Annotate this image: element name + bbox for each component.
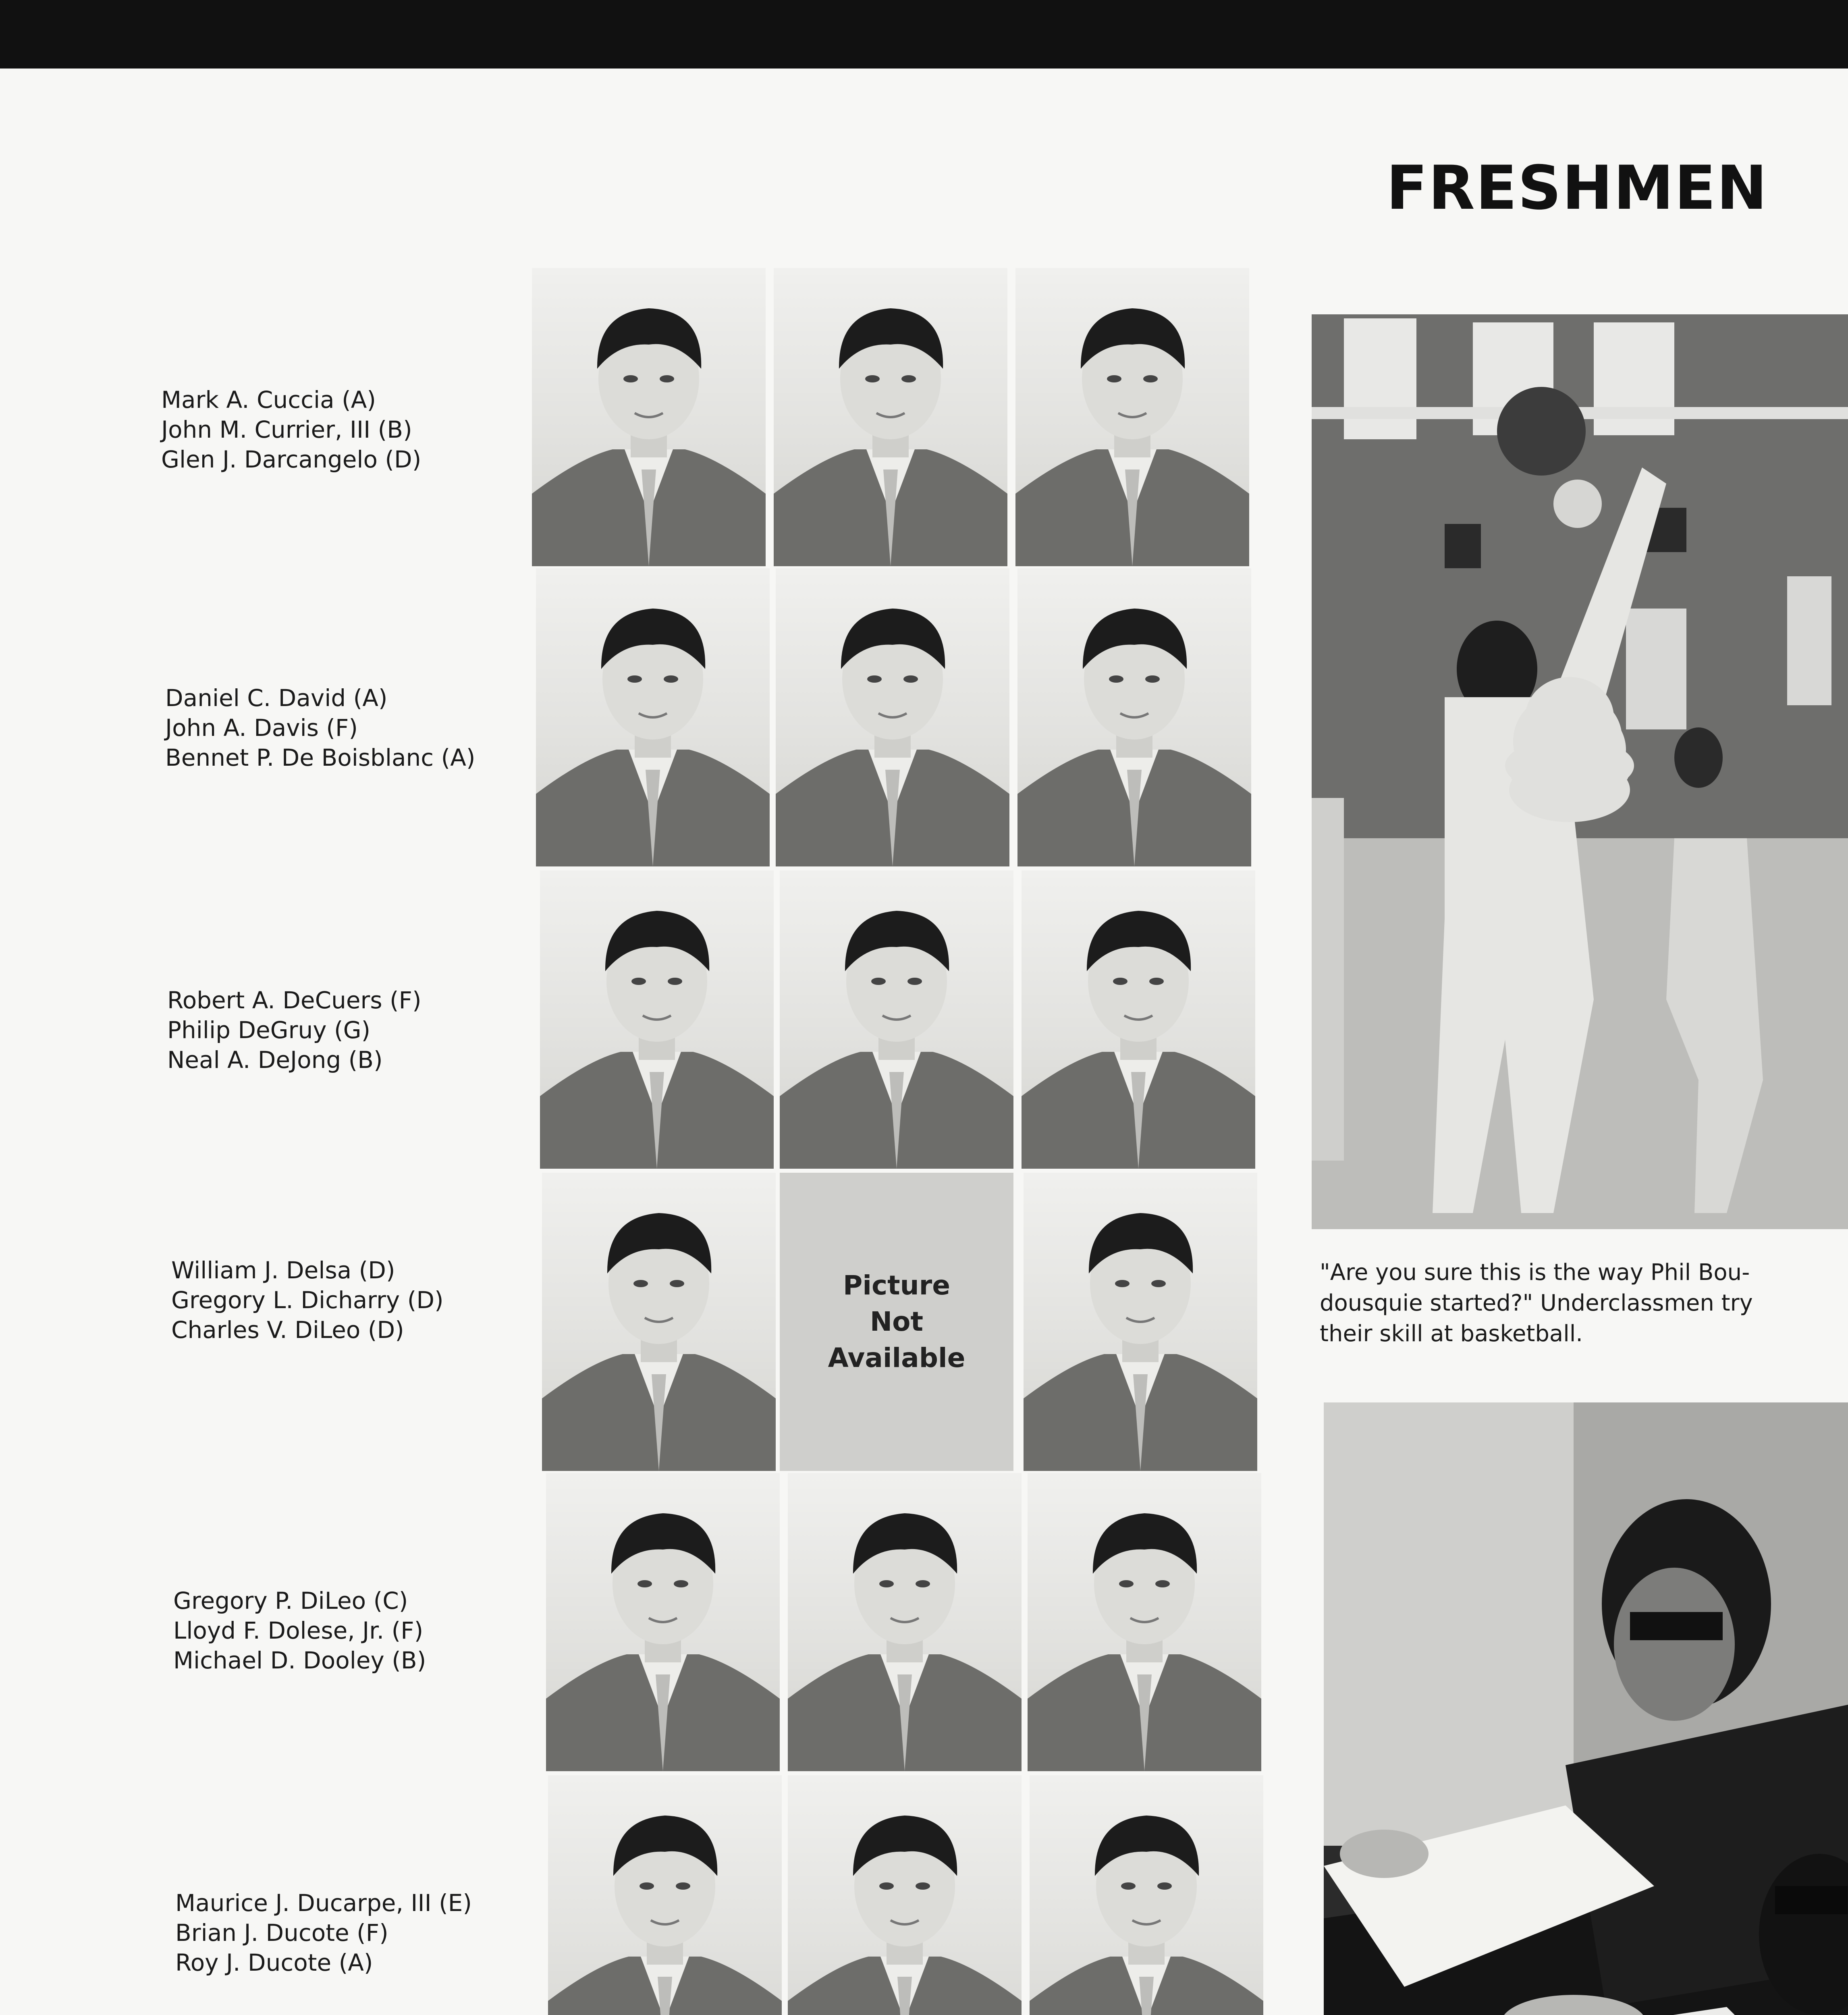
student-portrait <box>774 268 1007 566</box>
student-portrait <box>1017 568 1251 866</box>
student-portrait <box>780 870 1013 1169</box>
portrait-silhouette <box>1015 268 1249 566</box>
student-name: Brian J. Ducote (F) <box>175 1919 388 1946</box>
caption-line: dousquie started?" Underclassmen try <box>1320 1290 1753 1316</box>
student-name: Gregory L. Dicharry (D) <box>171 1286 444 1314</box>
names-row-1 <box>161 385 544 474</box>
portrait-silhouette <box>1024 1173 1257 1471</box>
basketball-caption <box>1320 1257 1775 1349</box>
names-row-6 <box>175 1888 558 1978</box>
student-portrait <box>788 1473 1022 1771</box>
student-portrait <box>1015 268 1249 566</box>
portrait-silhouette <box>1022 870 1255 1169</box>
basketball-scene <box>1312 314 1848 1229</box>
student-name: Philip DeGruy (G) <box>167 1016 371 1044</box>
student-name: Gregory P. DiLeo (C) <box>173 1587 408 1614</box>
student-name: Neal A. DeJong (B) <box>167 1046 383 1074</box>
names-row-3 <box>167 985 550 1075</box>
student-portrait <box>542 1173 776 1471</box>
portrait-silhouette <box>548 1775 782 2015</box>
student-name: John A. Davis (F) <box>165 714 358 742</box>
placeholder-line: Not <box>870 1306 924 1337</box>
basketball-photo <box>1312 314 1848 1229</box>
portrait-silhouette <box>1028 1473 1261 1771</box>
student-portrait <box>1024 1173 1257 1471</box>
student-name: Mark A. Cuccia (A) <box>161 386 376 413</box>
student-name: Glen J. Darcangelo (D) <box>161 446 422 473</box>
picture-not-available <box>780 1173 1013 1471</box>
student-portrait <box>1022 870 1255 1169</box>
student-name: Michael D. Dooley (B) <box>173 1647 426 1674</box>
student-portrait <box>1028 1473 1261 1771</box>
annual-work-photo <box>1324 1402 1848 2015</box>
portrait-silhouette <box>540 870 774 1169</box>
student-name: Daniel C. David (A) <box>165 684 388 712</box>
student-name: Robert A. DeCuers (F) <box>167 987 422 1014</box>
portrait-silhouette <box>532 268 766 566</box>
portrait-silhouette <box>542 1173 776 1471</box>
student-portrait <box>546 1473 780 1771</box>
student-name: John M. Currier, III (B) <box>161 416 412 443</box>
student-portrait <box>788 1775 1022 2015</box>
section-title: FRESHMEN <box>1386 153 1768 223</box>
names-row-2 <box>165 683 548 773</box>
portrait-silhouette <box>780 870 1013 1169</box>
student-portrait <box>532 268 766 566</box>
portrait-silhouette <box>1017 568 1251 866</box>
portrait-silhouette <box>788 1473 1022 1771</box>
caption-line: their skill at basketball. <box>1320 1321 1583 1347</box>
student-name: Lloyd F. Dolese, Jr. (F) <box>173 1617 424 1644</box>
portrait-silhouette <box>774 268 1007 566</box>
student-portrait <box>776 568 1009 866</box>
student-name: William J. Delsa (D) <box>171 1257 395 1284</box>
annual-work-scene <box>1324 1402 1848 2015</box>
student-name: Bennet P. De Boisblanc (A) <box>165 744 475 771</box>
placeholder-line: Picture <box>843 1270 950 1301</box>
caption-line: "Are you sure this is the way Phil Bou- <box>1320 1259 1750 1286</box>
student-portrait <box>536 568 770 866</box>
student-name: Charles V. DiLeo (D) <box>171 1316 404 1344</box>
portrait-silhouette <box>1030 1775 1263 2015</box>
names-row-5 <box>173 1586 556 1675</box>
portrait-silhouette <box>536 568 770 866</box>
names-row-4 <box>171 1255 554 1345</box>
student-portrait <box>1030 1775 1263 2015</box>
student-name: Roy J. Ducote (A) <box>175 1949 373 1976</box>
student-name: Maurice J. Ducarpe, III (E) <box>175 1889 472 1917</box>
student-portrait <box>548 1775 782 2015</box>
portrait-silhouette <box>776 568 1009 866</box>
portrait-silhouette <box>546 1473 780 1771</box>
student-portrait <box>540 870 774 1169</box>
portrait-silhouette <box>788 1775 1022 2015</box>
placeholder-line: Available <box>828 1342 966 1373</box>
